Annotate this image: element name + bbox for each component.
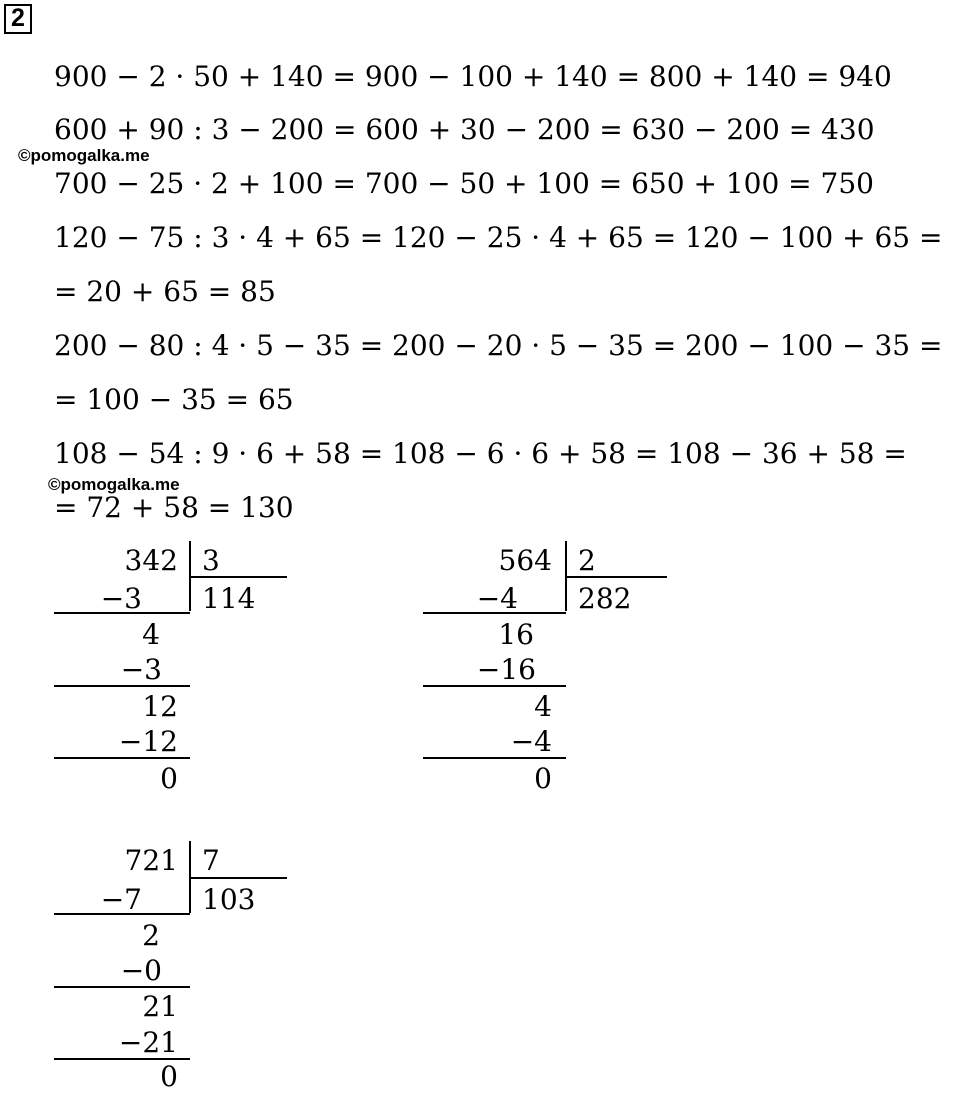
divisor-line — [565, 576, 667, 578]
expression-line: 600 + 90 : 3 − 200 = 600 + 30 − 200 = 630 − 200 = 430 — [54, 113, 875, 146]
division-step: 4 — [142, 618, 160, 651]
quotient: 282 — [578, 582, 632, 615]
division-step: 0 — [160, 1060, 178, 1093]
expression-line: = 20 + 65 = 85 — [54, 275, 276, 308]
dividend: 721 — [124, 844, 178, 877]
expression-line: 108 − 54 : 9 · 6 + 58 = 108 − 6 · 6 + 58 = 108 − 36 + 58 = — [54, 437, 907, 470]
watermark: ©pomogalka.me — [18, 146, 150, 165]
divisor-line — [189, 877, 287, 879]
step-line — [54, 986, 190, 988]
expression-line: = 100 − 35 = 65 — [54, 383, 294, 416]
dividend: 564 — [498, 544, 552, 577]
expression-line: 900 − 2 · 50 + 140 = 900 − 100 + 140 = 800 + 140 = 940 — [54, 60, 892, 93]
divisor: 3 — [202, 544, 220, 577]
division-step: 21 — [142, 990, 178, 1023]
division-step: −16 — [476, 653, 536, 686]
divisor: 7 — [202, 844, 220, 877]
division-step: −3 — [120, 653, 162, 686]
division-step: 0 — [534, 762, 552, 795]
expression-line: = 72 + 58 = 130 — [54, 491, 294, 524]
step-line — [54, 685, 190, 687]
division-step: −7 — [100, 883, 142, 916]
division-step: 4 — [534, 690, 552, 723]
step-line — [54, 757, 190, 759]
quotient: 103 — [202, 883, 256, 916]
division-step: 16 — [498, 618, 534, 651]
division-step: −4 — [510, 725, 552, 758]
division-step: −3 — [100, 582, 142, 615]
division-step: −12 — [118, 725, 178, 758]
step-line — [423, 685, 566, 687]
task-number-box: 2 — [4, 4, 32, 34]
expression-line: 120 − 75 : 3 · 4 + 65 = 120 − 25 · 4 + 65 = 120 − 100 + 65 = — [54, 221, 943, 254]
dividend: 342 — [124, 544, 178, 577]
division-step: 2 — [142, 919, 160, 952]
step-line — [54, 612, 190, 614]
division-step: 12 — [142, 690, 178, 723]
quotient: 114 — [202, 582, 256, 615]
step-line — [54, 913, 190, 915]
division-step: −21 — [118, 1026, 178, 1059]
step-line — [423, 757, 566, 759]
division-step: −0 — [120, 954, 162, 987]
division-step: 0 — [160, 762, 178, 795]
divisor-line — [189, 576, 287, 578]
expression-line: 200 − 80 : 4 · 5 − 35 = 200 − 20 · 5 − 35 = 200 − 100 − 35 = — [54, 329, 943, 362]
division-step: −4 — [476, 582, 518, 615]
expression-line: 700 − 25 · 2 + 100 = 700 − 50 + 100 = 650 + 100 = 750 — [54, 167, 874, 200]
step-line — [423, 612, 566, 614]
watermark: ©pomogalka.me — [48, 475, 180, 494]
divisor: 2 — [578, 544, 596, 577]
